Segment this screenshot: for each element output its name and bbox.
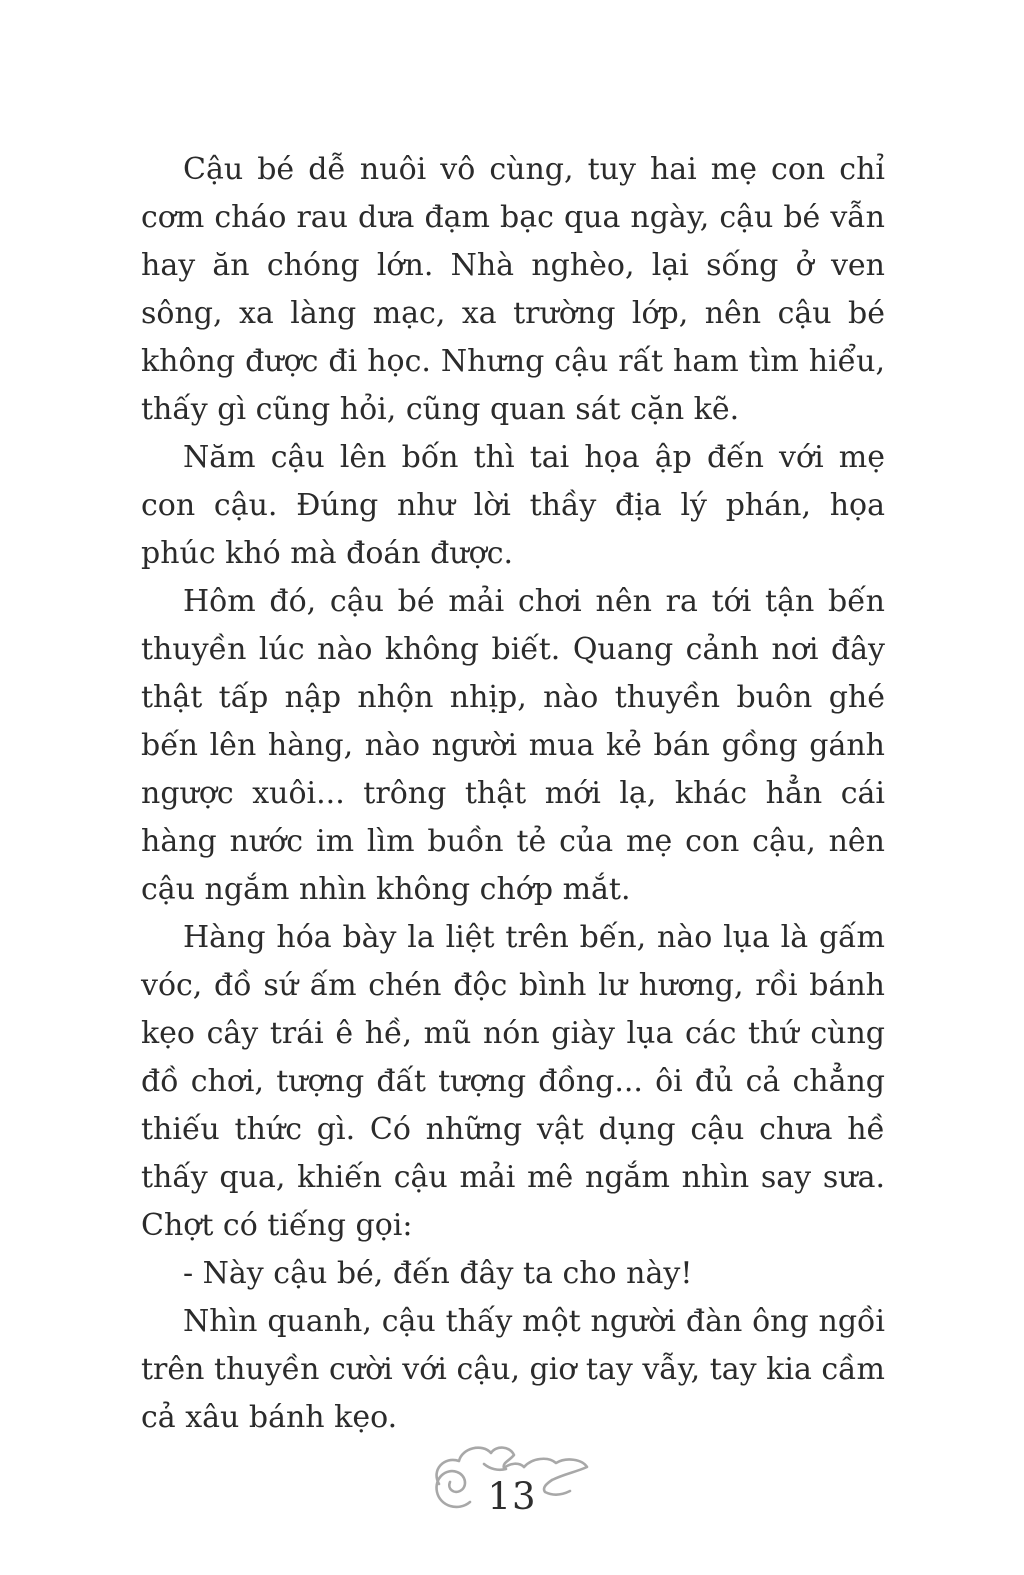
page-number: 13 [487,1475,537,1518]
paragraph-2: Năm cậu lên bốn thì tai họa ập đến với mẹ con cậu. Đúng như lời thầy địa lý phán, họa phúc khó mà đoán được. [141,440,885,571]
body-text [141,146,885,1442]
paragraph-3: Hôm đó, cậu bé mải chơi nên ra tới tận bến thuyền lúc nào không biết. Quang cảnh nơi đây thật tấp nập nhộn nhịp, nào thuyền buôn ghé bến lên hàng, nào người mua kẻ bán gồng gánh ngược xuôi... trông thật mới lạ, khác hẳn cái hàng nước im lìm buồn tẻ của mẹ con cậu, nên cậu ngắm nhìn không chớp mắt. [141,584,885,907]
footer-ornament-wrap [424,1436,600,1520]
page-footer [0,1436,1024,1520]
dialogue-line: - Này cậu bé, đến đây ta cho này! [183,1256,693,1291]
paragraph-1: Cậu bé dễ nuôi vô cùng, tuy hai mẹ con chỉ cơm cháo rau dưa đạm bạc qua ngày, cậu bé vẫn hay ăn chóng lớn. Nhà nghèo, lại sống ở ven sông, xa làng mạc, xa trường lớp, nên cậu bé không được đi học. Nhưng cậu rất ham tìm hiểu, thấy gì cũng hỏi, cũng quan sát cặn kẽ. [141,152,885,427]
paragraph-6: Nhìn quanh, cậu thấy một người đàn ông ngồi trên thuyền cười với cậu, giơ tay vẫy, tay kia cầm cả xâu bánh kẹo. [141,1304,885,1435]
paragraph-4: Hàng hóa bày la liệt trên bến, nào lụa là gấm vóc, đồ sứ ấm chén độc bình lư hương, rồi bánh kẹo cây trái ê hề, mũ nón giày lụa các thứ cùng đồ chơi, tượng đất tượng đồng... ôi đủ cả chẳng thiếu thức gì. Có những vật dụng cậu chưa hề thấy qua, khiến cậu mải mê ngắm nhìn say sưa. Chợt có tiếng gọi: [141,920,885,1243]
